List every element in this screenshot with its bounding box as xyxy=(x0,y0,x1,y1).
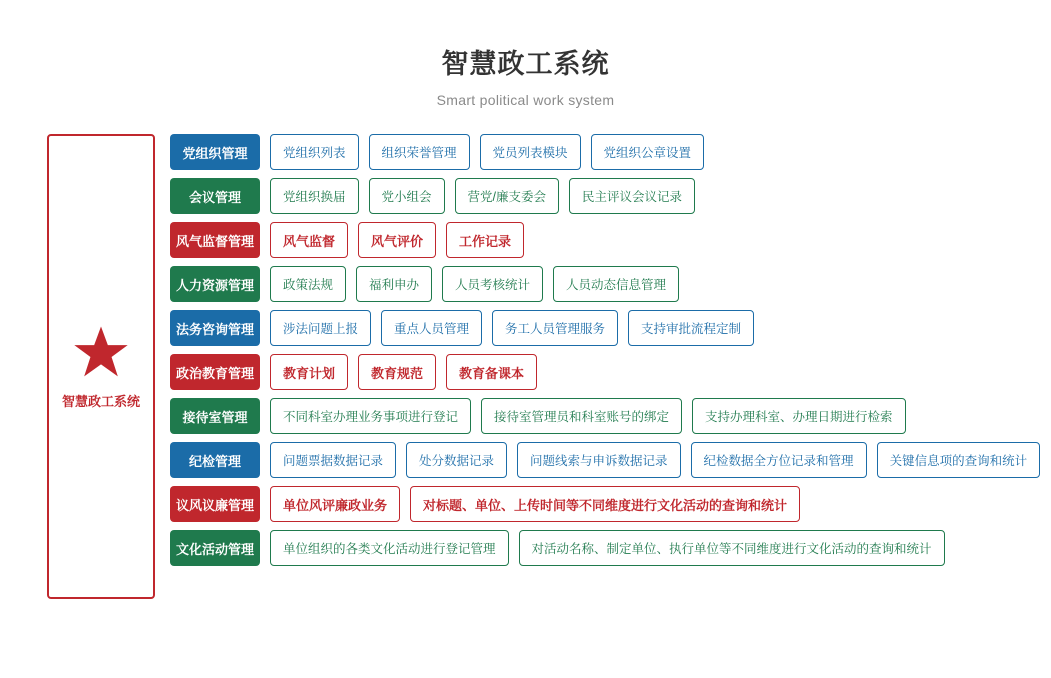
root-node-label: 智慧政工系统 xyxy=(61,394,140,409)
category-row xyxy=(170,178,1040,214)
feature-item[interactable]: 单位风评廉政业务 xyxy=(270,486,400,522)
feature-item[interactable]: 教育规范 xyxy=(358,354,436,390)
feature-item[interactable]: 风气评价 xyxy=(358,222,436,258)
feature-item[interactable]: 风气监督 xyxy=(270,222,348,258)
category-items xyxy=(260,398,906,434)
category-items xyxy=(260,530,945,566)
feature-item[interactable]: 教育备课本 xyxy=(446,354,537,390)
category-items xyxy=(260,442,1040,478)
page-title: 智慧政工系统 xyxy=(441,49,610,79)
diagram-page xyxy=(0,42,1051,678)
feature-item[interactable]: 问题票据数据记录 xyxy=(270,442,396,478)
category-label[interactable]: 法务咨询管理 xyxy=(170,310,260,346)
category-label[interactable]: 党组织管理 xyxy=(170,134,260,170)
category-row xyxy=(170,398,1040,434)
feature-item[interactable]: 纪检数据全方位记录和管理 xyxy=(691,442,867,478)
category-items xyxy=(260,178,695,214)
feature-item[interactable]: 支持办理科室、办理日期进行检索 xyxy=(692,398,906,434)
feature-item[interactable]: 政策法规 xyxy=(270,266,346,302)
category-items xyxy=(260,266,679,302)
feature-item[interactable]: 组织荣誉管理 xyxy=(369,134,470,170)
category-label[interactable]: 会议管理 xyxy=(170,178,260,214)
category-row xyxy=(170,310,1040,346)
feature-item[interactable]: 工作记录 xyxy=(446,222,524,258)
category-label[interactable]: 接待室管理 xyxy=(170,398,260,434)
category-rows xyxy=(170,134,1040,574)
feature-item[interactable]: 党组织公章设置 xyxy=(591,134,705,170)
feature-item[interactable]: 对标题、单位、上传时间等不同维度进行文化活动的查询和统计 xyxy=(410,486,800,522)
category-items xyxy=(260,486,800,522)
category-label[interactable]: 风气监督管理 xyxy=(170,222,260,258)
category-label[interactable]: 纪检管理 xyxy=(170,442,260,478)
category-items xyxy=(260,222,524,258)
star-icon xyxy=(72,323,130,381)
feature-item[interactable]: 不同科室办理业务事项进行登记 xyxy=(270,398,471,434)
feature-item[interactable]: 问题线索与申诉数据记录 xyxy=(517,442,681,478)
category-label[interactable]: 政治教育管理 xyxy=(170,354,260,390)
root-node xyxy=(47,134,155,599)
category-row xyxy=(170,442,1040,478)
category-row xyxy=(170,486,1040,522)
feature-item[interactable]: 福利申办 xyxy=(356,266,432,302)
category-row xyxy=(170,266,1040,302)
feature-item[interactable]: 营党/廉支委会 xyxy=(455,178,559,214)
feature-item[interactable]: 支持审批流程定制 xyxy=(628,310,754,346)
feature-item[interactable]: 对活动名称、制定单位、执行单位等不同维度进行文化活动的查询和统计 xyxy=(519,530,945,566)
feature-item[interactable]: 党组织换届 xyxy=(270,178,359,214)
category-row xyxy=(170,530,1040,566)
feature-item[interactable]: 接待室管理员和科室账号的绑定 xyxy=(481,398,682,434)
feature-item[interactable]: 涉法问题上报 xyxy=(270,310,371,346)
feature-item[interactable]: 关键信息项的查询和统计 xyxy=(877,442,1041,478)
feature-item[interactable]: 单位组织的各类文化活动进行登记管理 xyxy=(270,530,509,566)
category-row xyxy=(170,222,1040,258)
feature-item[interactable]: 党小组会 xyxy=(369,178,445,214)
category-label[interactable]: 议风议廉管理 xyxy=(170,486,260,522)
page-subtitle: Smart political work system xyxy=(436,92,615,108)
feature-item[interactable]: 处分数据记录 xyxy=(406,442,507,478)
feature-item[interactable]: 党员列表模块 xyxy=(480,134,581,170)
category-items xyxy=(260,134,704,170)
category-items xyxy=(260,354,537,390)
category-row xyxy=(170,134,1040,170)
feature-item[interactable]: 重点人员管理 xyxy=(381,310,482,346)
category-items xyxy=(260,310,754,346)
feature-item[interactable]: 教育计划 xyxy=(270,354,348,390)
category-row xyxy=(170,354,1040,390)
feature-item[interactable]: 务工人员管理服务 xyxy=(492,310,618,346)
feature-item[interactable]: 人员考核统计 xyxy=(442,266,543,302)
feature-item[interactable]: 党组织列表 xyxy=(270,134,359,170)
feature-item[interactable]: 民主评议会议记录 xyxy=(569,178,695,214)
category-label[interactable]: 文化活动管理 xyxy=(170,530,260,566)
category-label[interactable]: 人力资源管理 xyxy=(170,266,260,302)
feature-item[interactable]: 人员动态信息管理 xyxy=(553,266,679,302)
